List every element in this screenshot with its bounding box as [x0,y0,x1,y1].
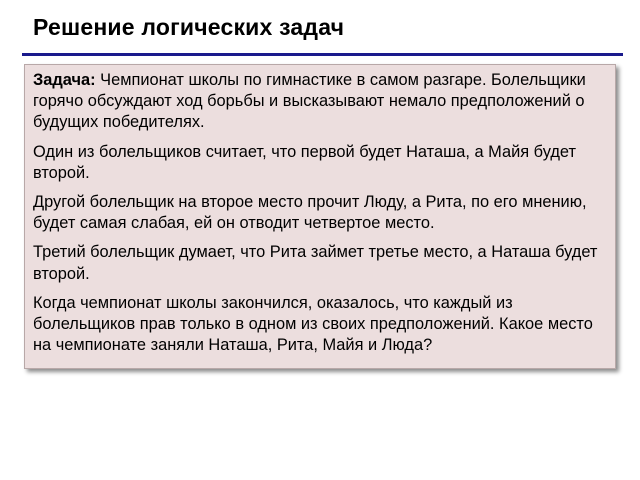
fan-2-paragraph: Другой болельщик на второе место прочит Люду, а Рита, по его мнению, будет самая слабая, ей он отводит четвертое место. [33,193,587,233]
fan-3-paragraph: Третий болельщик думает, что Рита займет третье место, а Наташа будет второй. [33,243,598,283]
page-title: Решение логических задач [33,14,345,40]
task-intro-paragraph [33,70,607,134]
fan-1-paragraph: Один из болельщиков считает, что первой будет Наташа, а Майя будет второй. [33,142,576,182]
task-box [24,64,616,369]
title-divider [22,53,623,56]
question-paragraph: Когда чемпионат школы закончился, оказалось, что каждый из болельщиков прав только в одном из своих предположений. Какое место на чемпионате заняли Наташа, Рита, Майя и Люда? [33,293,593,355]
task-intro-text: Чемпионат школы по гимнастике в самом разгаре. Болельщики горячо обсуждают ход борьбы и высказывают немало предположений о будущих победителях. [33,71,586,132]
task-label: Задача: [33,71,96,89]
